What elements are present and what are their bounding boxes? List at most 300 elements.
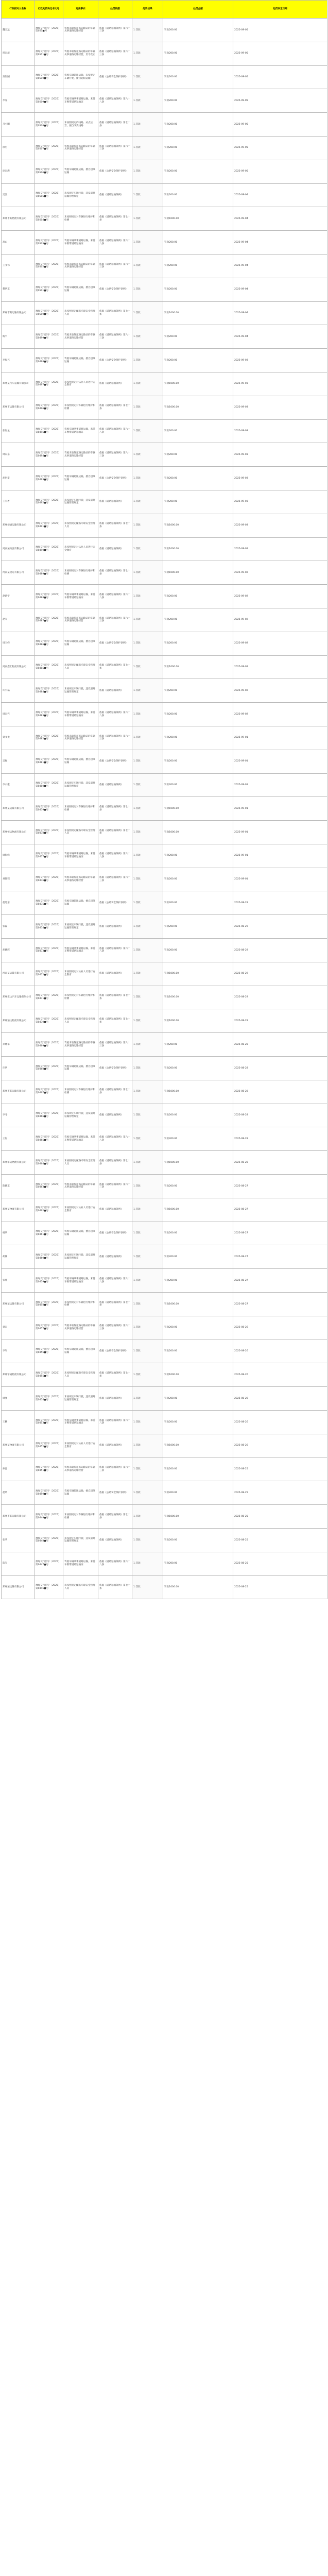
cell-amount: 罚款200.00 bbox=[163, 467, 233, 490]
cell-date: 2025-08-25 bbox=[233, 1575, 327, 1599]
cell-name: 胡世豪 bbox=[2, 467, 34, 490]
table-row bbox=[2, 1080, 327, 1104]
cell-basis: 依据《道路运输条例》第七十条 bbox=[98, 1363, 132, 1387]
cell-doc-no: 豫绿交行罚字〔2025〕第0463■号 bbox=[34, 1175, 63, 1198]
cell-basis: 依据《公路安全保护条例》 bbox=[98, 65, 132, 89]
table-row bbox=[2, 1222, 327, 1245]
cell-amount: 罚款200.00 bbox=[163, 1245, 233, 1269]
cell-basis: 依据《道路运输条例》第七十条 bbox=[98, 113, 132, 137]
cell-doc-no: 豫绿交行罚字〔2025〕第0469■号 bbox=[34, 1033, 63, 1057]
cell-basis: 依据《道路运输条例》第六十八条 bbox=[98, 939, 132, 962]
cell-name: 张华 bbox=[2, 1529, 34, 1552]
cell-date: 2025-08-28 bbox=[233, 1080, 327, 1104]
cell-name: 李军 bbox=[2, 1340, 34, 1363]
cell-doc-no: 豫绿交行罚字〔2025〕第0462■号 bbox=[34, 1198, 63, 1222]
cell-amount: 罚款1000.00 bbox=[163, 1080, 233, 1104]
cell-doc-no: 豫绿交行罚字〔2025〕第0460■号 bbox=[34, 1245, 63, 1269]
table-row bbox=[2, 1481, 327, 1505]
cell-basis: 依据《道路运输条例》第六十八条 bbox=[98, 89, 132, 113]
cell-amount: 罚款200.00 bbox=[163, 939, 233, 962]
cell-result: 1.罚款 bbox=[132, 89, 163, 113]
cell-facts: 驾驶未取得道路运输证的车辆从事道路运输经营 bbox=[63, 1033, 98, 1057]
cell-date: 2025-09-02 bbox=[233, 679, 327, 703]
cell-doc-no: 豫绿交行罚字〔2025〕第0453■号 bbox=[34, 1411, 63, 1434]
cell-amount: 罚款200.00 bbox=[163, 1552, 233, 1575]
cell-facts: 未按规定车辆行驶，违反道路运输管理规定 bbox=[63, 1104, 98, 1127]
cell-facts: 未按照规定配备专职安全管理人员 bbox=[63, 514, 98, 537]
cell-basis: 依据《道路运输条例》第七十条 bbox=[98, 821, 132, 844]
table-row bbox=[2, 1387, 327, 1411]
cell-amount: 罚款200.00 bbox=[163, 42, 233, 65]
cell-facts: 未按照规定对从业人员进行安全教育 bbox=[63, 537, 98, 561]
cell-facts: 未按规定车辆行驶，违反道路运输管理规定 bbox=[63, 1529, 98, 1552]
cell-facts: 未按规定车辆行驶，违反道路运输管理规定 bbox=[63, 679, 98, 703]
cell-basis: 依据《道路运输条例》第六十八条 bbox=[98, 419, 132, 443]
cell-result: 1.罚款 bbox=[132, 443, 163, 467]
cell-doc-no: 豫绿交行罚字〔2025〕第0478■号 bbox=[34, 821, 63, 844]
cell-facts: 驾驶车辆超限运输，擅自超限运输 bbox=[63, 632, 98, 655]
cell-doc-no: 豫绿交行罚字〔2025〕第0466■号 bbox=[34, 1104, 63, 1127]
cell-date: 2025-09-02 bbox=[233, 561, 327, 585]
cell-facts: 驾驶车辆从事道路运输，未随车携带道路运输证 bbox=[63, 1269, 98, 1293]
cell-doc-no: 豫绿交行罚字〔2025〕第0471■号 bbox=[34, 986, 63, 1009]
cell-basis: 依据《公路安全保护条例》 bbox=[98, 750, 132, 773]
cell-name: 孙建军 bbox=[2, 1033, 34, 1057]
cell-doc-no: 豫绿交行罚字〔2025〕第0487■号 bbox=[34, 608, 63, 632]
cell-facts: 未按照规定对车辆进行维护和检测 bbox=[63, 1505, 98, 1529]
cell-doc-no: 豫绿交行罚字〔2025〕第0490■号 bbox=[34, 537, 63, 561]
table-row bbox=[2, 537, 327, 561]
cell-doc-no: 豫绿交行罚字〔2025〕第0497■号 bbox=[34, 372, 63, 396]
cell-date: 2025-09-04 bbox=[233, 231, 327, 255]
cell-date: 2025-09-02 bbox=[233, 585, 327, 608]
cell-name: 周玉峰 bbox=[2, 632, 34, 655]
cell-amount: 罚款1000.00 bbox=[163, 986, 233, 1009]
table-row bbox=[2, 632, 327, 655]
cell-amount: 罚款200.00 bbox=[163, 19, 233, 42]
cell-amount: 罚款1000.00 bbox=[163, 1198, 233, 1222]
cell-date: 2025-09-05 bbox=[233, 65, 327, 89]
table-row bbox=[2, 915, 327, 939]
cell-basis: 依据《道路运输条例》 bbox=[98, 183, 132, 207]
table-row bbox=[2, 868, 327, 891]
cell-result: 1.罚款 bbox=[132, 325, 163, 349]
cell-date: 2025-09-01 bbox=[233, 868, 327, 891]
table-row bbox=[2, 1009, 327, 1033]
cell-facts: 未按规定车辆行驶，违反道路运输管理规定 bbox=[63, 183, 98, 207]
cell-doc-no: 豫绿交行罚字〔2025〕第0507■号 bbox=[34, 136, 63, 160]
cell-basis: 依据《道路运输条例》第七十条 bbox=[98, 1151, 132, 1175]
table-row bbox=[2, 443, 327, 467]
cell-amount: 罚款1000.00 bbox=[163, 514, 233, 537]
cell-date: 2025-08-26 bbox=[233, 1340, 327, 1363]
cell-doc-no: 豫绿交行罚字〔2025〕第0459■号 bbox=[34, 1269, 63, 1293]
cell-result: 1.罚款 bbox=[132, 231, 163, 255]
cell-name: 李冬 bbox=[2, 1104, 34, 1127]
table-row bbox=[2, 113, 327, 137]
table-row bbox=[2, 939, 327, 962]
cell-amount: 罚款1000.00 bbox=[163, 372, 233, 396]
table-row bbox=[2, 136, 327, 160]
cell-facts: 驾驶车辆超限运输，擅自超限运输 bbox=[63, 160, 98, 183]
cell-name: 郑州宇通物流有限公司 bbox=[2, 1363, 34, 1387]
cell-doc-no: 豫绿交行罚字〔2025〕第0510■号 bbox=[34, 65, 63, 89]
table-row bbox=[2, 490, 327, 514]
cell-date: 2025-08-28 bbox=[233, 1104, 327, 1127]
cell-facts: 未按照规定配备专职安全管理人员 bbox=[63, 1151, 98, 1175]
cell-basis: 依据《道路运输条例》 bbox=[98, 372, 132, 396]
cell-facts: 驾驶车辆超限运输，擅自超限运输 bbox=[63, 1057, 98, 1080]
cell-facts: 未按照规定对车辆进行维护和检测 bbox=[63, 207, 98, 231]
cell-basis: 依据《道路运输条例》第六十三条 bbox=[98, 608, 132, 632]
cell-facts: 未按规定车辆行驶，违反道路运输管理规定 bbox=[63, 1387, 98, 1411]
cell-doc-no: 豫绿交行罚字〔2025〕第0476■号 bbox=[34, 868, 63, 891]
cell-facts: 驾驶未取得道路运输证的车辆从事道路运输经营 bbox=[63, 136, 98, 160]
cell-result: 1.罚款 bbox=[132, 65, 163, 89]
cell-facts: 未按规定车辆行驶，违反道路运输管理规定 bbox=[63, 915, 98, 939]
cell-facts: 未按规定车辆行驶，违反道路运输管理规定 bbox=[63, 773, 98, 797]
cell-facts: 驾驶车辆从事道路运输，未随车携带道路运输证 bbox=[63, 89, 98, 113]
cell-amount: 罚款200.00 bbox=[163, 325, 233, 349]
cell-facts: 驾驶车辆从事道路运输，未随车携带道路运输证 bbox=[63, 939, 98, 962]
cell-result: 1.罚款 bbox=[132, 1198, 163, 1222]
cell-doc-no: 豫绿交行罚字〔2025〕第0479■号 bbox=[34, 797, 63, 821]
cell-doc-no: 豫绿交行罚字〔2025〕第0452■号 bbox=[34, 1434, 63, 1458]
cell-amount: 罚款200.00 bbox=[163, 868, 233, 891]
cell-amount: 罚款200.00 bbox=[163, 1175, 233, 1198]
cell-date: 2025-08-27 bbox=[233, 1245, 327, 1269]
cell-result: 1.罚款 bbox=[132, 608, 163, 632]
cell-amount: 罚款1000.00 bbox=[163, 1575, 233, 1599]
cell-result: 1.罚款 bbox=[132, 868, 163, 891]
cell-result: 1.罚款 bbox=[132, 1411, 163, 1434]
cell-date: 2025-08-28 bbox=[233, 1127, 327, 1151]
cell-basis: 依据《道路运输条例》第六十八条 bbox=[98, 1411, 132, 1434]
cell-result: 1.罚款 bbox=[132, 1009, 163, 1033]
cell-facts: 驾驶车辆超限运输，擅自超限运输 bbox=[63, 1481, 98, 1505]
cell-doc-no: 豫绿交行罚字〔2025〕第0499■号 bbox=[34, 325, 63, 349]
table-row bbox=[2, 254, 327, 278]
cell-facts: 驾驶未取得道路运输证的车辆从事道路运输经营 bbox=[63, 325, 98, 349]
cell-result: 1.罚款 bbox=[132, 939, 163, 962]
cell-name: 魏宏远 bbox=[2, 19, 34, 42]
cell-basis: 依据《道路运输条例》第六十三条 bbox=[98, 726, 132, 750]
cell-amount: 罚款200.00 bbox=[163, 1387, 233, 1411]
cell-facts: 未按照规定的线路、站点运营，擅自改变线路 bbox=[63, 113, 98, 137]
cell-amount: 罚款200.00 bbox=[163, 65, 233, 89]
cell-name: 郑州通达物流有限公司 bbox=[2, 1009, 34, 1033]
cell-facts: 驾驶车辆从事道路运输，未随车携带道路运输证 bbox=[63, 1411, 98, 1434]
cell-doc-no: 豫绿交行罚字〔2025〕第0491■号 bbox=[34, 514, 63, 537]
cell-name: 胡刚 bbox=[2, 1245, 34, 1269]
cell-result: 1.罚款 bbox=[132, 632, 163, 655]
cell-basis: 依据《公路安全保护条例》 bbox=[98, 1340, 132, 1363]
header-row bbox=[2, 1, 327, 19]
cell-amount: 罚款200.00 bbox=[163, 1316, 233, 1340]
cell-amount: 罚款1000.00 bbox=[163, 821, 233, 844]
cell-date: 2025-09-03 bbox=[233, 443, 327, 467]
cell-name: 周强 bbox=[2, 1387, 34, 1411]
cell-doc-no: 豫绿交行罚字〔2025〕第0503■号 bbox=[34, 231, 63, 255]
cell-doc-no: 豫绿交行罚字〔2025〕第0455■号 bbox=[34, 1363, 63, 1387]
cell-doc-no: 豫绿交行罚字〔2025〕第0508■号 bbox=[34, 113, 63, 137]
cell-name: 郑州某运输有限公司 bbox=[2, 1575, 34, 1599]
cell-date: 2025-08-27 bbox=[233, 1222, 327, 1245]
cell-doc-no: 豫绿交行罚字〔2025〕第0467■号 bbox=[34, 1080, 63, 1104]
table-row bbox=[2, 467, 327, 490]
cell-doc-no: 豫绿交行罚字〔2025〕第0465■号 bbox=[34, 1127, 63, 1151]
cell-name: 张海星 bbox=[2, 419, 34, 443]
cell-doc-no: 豫绿交行罚字〔2025〕第0458■号 bbox=[34, 1293, 63, 1316]
cell-doc-no: 豫绿交行罚字〔2025〕第0451■号 bbox=[34, 1458, 63, 1481]
cell-date: 2025-08-26 bbox=[233, 1316, 327, 1340]
table-row bbox=[2, 278, 327, 301]
table-row bbox=[2, 1552, 327, 1575]
cell-date: 2025-08-27 bbox=[233, 1198, 327, 1222]
cell-basis: 依据《道路运输条例》第七十条 bbox=[98, 301, 132, 325]
cell-amount: 罚款1000.00 bbox=[163, 207, 233, 231]
cell-amount: 罚款200.00 bbox=[163, 1222, 233, 1245]
cell-date: 2025-09-05 bbox=[233, 89, 327, 113]
cell-result: 1.罚款 bbox=[132, 1269, 163, 1293]
cell-date: 2025-08-29 bbox=[233, 891, 327, 915]
cell-name: 郑州捷通运输有限公司 bbox=[2, 514, 34, 537]
cell-basis: 依据《道路运输条例》第六十三条 bbox=[98, 19, 132, 42]
cell-name: 许明 bbox=[2, 1057, 34, 1080]
cell-name: 杨宇 bbox=[2, 325, 34, 349]
cell-basis: 依据《公路安全保护条例》 bbox=[98, 278, 132, 301]
cell-facts: 驾驶车辆超限运输，擅自超限运输 bbox=[63, 1340, 98, 1363]
cell-basis: 依据《道路运输条例》 bbox=[98, 1198, 132, 1222]
cell-basis: 依据《道路运输条例》第六十八条 bbox=[98, 231, 132, 255]
cell-facts: 驾驶车辆从事道路运输，未随车携带道路运输证 bbox=[63, 585, 98, 608]
cell-result: 1.罚款 bbox=[132, 726, 163, 750]
cell-amount: 罚款200.00 bbox=[163, 1411, 233, 1434]
cell-amount: 罚款200.00 bbox=[163, 136, 233, 160]
table-row bbox=[2, 1529, 327, 1552]
cell-name: 郑州某运输有限公司 bbox=[2, 797, 34, 821]
cell-result: 1.罚款 bbox=[132, 1458, 163, 1481]
cell-name: 河南某运输有限公司 bbox=[2, 962, 34, 986]
cell-facts: 驾驶未取得道路运输证的车辆从事道路运输经营 bbox=[63, 608, 98, 632]
cell-name: 郑州市某运输有限公司 bbox=[2, 1080, 34, 1104]
cell-result: 1.罚款 bbox=[132, 915, 163, 939]
cell-basis: 依据《道路运输条例》第七十条 bbox=[98, 207, 132, 231]
cell-facts: 驾驶车辆从事道路运输，未随车携带道路运输证 bbox=[63, 1552, 98, 1575]
cell-date: 2025-08-27 bbox=[233, 1175, 327, 1198]
cell-date: 2025-08-25 bbox=[233, 1552, 327, 1575]
cell-facts: 未按照规定对从业人员进行安全教育 bbox=[63, 962, 98, 986]
cell-doc-no: 豫绿交行罚字〔2025〕第0464■号 bbox=[34, 1151, 63, 1175]
table-row bbox=[2, 608, 327, 632]
cell-amount: 罚款200.00 bbox=[163, 915, 233, 939]
cell-date: 2025-08-26 bbox=[233, 1434, 327, 1458]
cell-name: 陈晓东 bbox=[2, 1175, 34, 1198]
cell-date: 2025-08-28 bbox=[233, 1057, 327, 1080]
cell-result: 1.罚款 bbox=[132, 1363, 163, 1387]
cell-facts: 未按照规定配备专职安全管理人员 bbox=[63, 655, 98, 679]
cell-facts: 未按照规定对车辆进行维护和检测 bbox=[63, 1080, 98, 1104]
cell-doc-no: 豫绿交行罚字〔2025〕第0504■号 bbox=[34, 207, 63, 231]
table-row bbox=[2, 325, 327, 349]
cell-result: 1.罚款 bbox=[132, 773, 163, 797]
table-row bbox=[2, 821, 327, 844]
cell-doc-no: 豫绿交行罚字〔2025〕第0494■号 bbox=[34, 443, 63, 467]
cell-name: 赵明 bbox=[2, 1481, 34, 1505]
table-row bbox=[2, 962, 327, 986]
cell-name: 邢东清 bbox=[2, 42, 34, 65]
cell-basis: 依据《道路运输条例》 bbox=[98, 537, 132, 561]
cell-result: 1.罚款 bbox=[132, 396, 163, 419]
cell-amount: 罚款200.00 bbox=[163, 1269, 233, 1293]
cell-doc-no: 豫绿交行罚字〔2025〕第0486■号 bbox=[34, 632, 63, 655]
cell-doc-no: 豫绿交行罚字〔2025〕第0461■号 bbox=[34, 1222, 63, 1245]
header-date: 处罚决定日期 bbox=[233, 1, 327, 19]
cell-date: 2025-09-05 bbox=[233, 113, 327, 137]
cell-result: 1.罚款 bbox=[132, 19, 163, 42]
cell-amount: 罚款1000.00 bbox=[163, 1009, 233, 1033]
table-row bbox=[2, 160, 327, 183]
cell-amount: 罚款1000.00 bbox=[163, 797, 233, 821]
cell-basis: 依据《道路运输条例》 bbox=[98, 1387, 132, 1411]
header-basis: 处罚依据 bbox=[98, 1, 132, 19]
table-row bbox=[2, 773, 327, 797]
table-row bbox=[2, 561, 327, 585]
cell-amount: 罚款200.00 bbox=[163, 1458, 233, 1481]
cell-doc-no: 豫绿交行罚字〔2025〕第0446■号 bbox=[34, 1575, 63, 1599]
cell-facts: 未按照规定配备专职安全管理人员 bbox=[63, 301, 98, 325]
cell-amount: 罚款200.00 bbox=[163, 160, 233, 183]
cell-facts: 驾驶车辆从事道路运输，未随车携带道路运输证 bbox=[63, 419, 98, 443]
cell-result: 1.罚款 bbox=[132, 1505, 163, 1529]
cell-name: 郑州某物流有限公司 bbox=[2, 1434, 34, 1458]
cell-result: 1.罚款 bbox=[132, 844, 163, 868]
table-row bbox=[2, 655, 327, 679]
table-row bbox=[2, 231, 327, 255]
cell-basis: 依据《公路安全保护条例》 bbox=[98, 467, 132, 490]
cell-date: 2025-08-25 bbox=[233, 1505, 327, 1529]
cell-doc-no: 豫绿交行罚字〔2025〕第0472■号 bbox=[34, 962, 63, 986]
cell-amount: 罚款200.00 bbox=[163, 254, 233, 278]
cell-facts: 驾驶未取得道路运输证的车辆从事道路运输经营 bbox=[63, 443, 98, 467]
cell-amount: 罚款200.00 bbox=[163, 585, 233, 608]
cell-result: 1.罚款 bbox=[132, 278, 163, 301]
cell-facts: 未按照规定对从业人员进行安全教育 bbox=[63, 1434, 98, 1458]
cell-doc-no: 豫绿交行罚字〔2025〕第0477■号 bbox=[34, 844, 63, 868]
cell-doc-no: 豫绿交行罚字〔2025〕第0501■号 bbox=[34, 278, 63, 301]
cell-result: 1.罚款 bbox=[132, 1033, 163, 1057]
cell-date: 2025-09-02 bbox=[233, 537, 327, 561]
cell-basis: 依据《公路安全保护条例》 bbox=[98, 1222, 132, 1245]
cell-name: 陈军 bbox=[2, 1552, 34, 1575]
cell-doc-no: 豫绿交行罚字〔2025〕第0449■号 bbox=[34, 1505, 63, 1529]
cell-basis: 依据《道路运输条例》第七十条 bbox=[98, 396, 132, 419]
table-row bbox=[2, 703, 327, 726]
cell-basis: 依据《公路安全保护条例》 bbox=[98, 891, 132, 915]
cell-result: 1.罚款 bbox=[132, 1293, 163, 1316]
cell-amount: 罚款200.00 bbox=[163, 750, 233, 773]
cell-date: 2025-08-26 bbox=[233, 1363, 327, 1387]
cell-result: 1.罚款 bbox=[132, 1104, 163, 1127]
header-name: 行政相对人名称 bbox=[2, 1, 34, 19]
cell-amount: 罚款200.00 bbox=[163, 349, 233, 372]
cell-facts: 驾驶未取得道路运输证的车辆从事道路运输经营 bbox=[63, 1175, 98, 1198]
cell-facts: 未按照规定对从业人员进行安全教育 bbox=[63, 372, 98, 396]
cell-date: 2025-08-28 bbox=[233, 1033, 327, 1057]
cell-date: 2025-08-28 bbox=[233, 1151, 327, 1175]
cell-date: 2025-09-01 bbox=[233, 773, 327, 797]
cell-basis: 依据《道路运输条例》第六十三条 bbox=[98, 325, 132, 349]
cell-doc-no: 豫绿交行罚字〔2025〕第0450■号 bbox=[34, 1481, 63, 1505]
table-row bbox=[2, 986, 327, 1009]
cell-date: 2025-08-29 bbox=[233, 962, 327, 986]
cell-date: 2025-09-01 bbox=[233, 750, 327, 773]
cell-result: 1.罚款 bbox=[132, 1222, 163, 1245]
cell-basis: 依据《公路安全保护条例》 bbox=[98, 1057, 132, 1080]
table-row bbox=[2, 349, 327, 372]
table-row bbox=[2, 89, 327, 113]
cell-basis: 依据《道路运输条例》 bbox=[98, 1529, 132, 1552]
cell-date: 2025-09-03 bbox=[233, 372, 327, 396]
cell-amount: 罚款200.00 bbox=[163, 490, 233, 514]
cell-basis: 依据《道路运输条例》第六十八条 bbox=[98, 1127, 132, 1151]
table-row bbox=[2, 1363, 327, 1387]
cell-date: 2025-08-25 bbox=[233, 1481, 327, 1505]
cell-basis: 依据《道路运输条例》第六十八条 bbox=[98, 1552, 132, 1575]
cell-facts: 未按规定车辆行驶，违反道路运输管理规定 bbox=[63, 490, 98, 514]
cell-result: 1.罚款 bbox=[132, 42, 163, 65]
cell-facts: 驾驶车辆从事道路运输，未随车携带道路运输证 bbox=[63, 1127, 98, 1151]
table-row bbox=[2, 42, 327, 65]
cell-doc-no: 豫绿交行罚字〔2025〕第0447■号 bbox=[34, 1552, 63, 1575]
cell-result: 1.罚款 bbox=[132, 1552, 163, 1575]
table-row bbox=[2, 1411, 327, 1434]
cell-result: 1.罚款 bbox=[132, 136, 163, 160]
cell-name: 吴江 bbox=[2, 183, 34, 207]
cell-basis: 依据《公路安全保护条例》 bbox=[98, 632, 132, 655]
cell-result: 1.罚款 bbox=[132, 1387, 163, 1411]
cell-basis: 依据《道路运输条例》第六十三条 bbox=[98, 868, 132, 891]
cell-doc-no: 豫绿交行罚字〔2025〕第0482■号 bbox=[34, 726, 63, 750]
cell-amount: 罚款1000.00 bbox=[163, 1505, 233, 1529]
cell-facts: 驾驶未取得道路运输证的车辆从事道路运输经营，责令改正 bbox=[63, 42, 98, 65]
cell-facts: 驾驶车辆从事道路运输，未随车携带道路运输证 bbox=[63, 703, 98, 726]
cell-doc-no: 豫绿交行罚字〔2025〕第0493■号 bbox=[34, 467, 63, 490]
cell-name: 刘文龙 bbox=[2, 726, 34, 750]
cell-result: 1.罚款 bbox=[132, 1057, 163, 1080]
table-row bbox=[2, 301, 327, 325]
cell-name: 胡晓辉 bbox=[2, 939, 34, 962]
cell-name: 赵旭东 bbox=[2, 891, 34, 915]
cell-date: 2025-09-03 bbox=[233, 419, 327, 443]
cell-facts: 未按规定车辆行驶，违反道路运输管理规定 bbox=[63, 1245, 98, 1269]
cell-name: 河南某物流有限公司 bbox=[2, 537, 34, 561]
cell-result: 1.罚款 bbox=[132, 891, 163, 915]
cell-date: 2025-09-01 bbox=[233, 821, 327, 844]
cell-doc-no: 豫绿交行罚字〔2025〕第0500■号 bbox=[34, 301, 63, 325]
table-row bbox=[2, 1293, 327, 1316]
table-row bbox=[2, 891, 327, 915]
cell-basis: 依据《公路安全保护条例》 bbox=[98, 1481, 132, 1505]
table-row bbox=[2, 1198, 327, 1222]
cell-facts: 驾驶未取得道路运输证的车辆从事道路运输经营 bbox=[63, 726, 98, 750]
cell-basis: 依据《道路运输条例》第七十条 bbox=[98, 1505, 132, 1529]
cell-facts: 未按照规定配备专职安全管理人员 bbox=[63, 821, 98, 844]
cell-name: 邢宏 bbox=[2, 136, 34, 160]
cell-doc-no: 豫绿交行罚字〔2025〕第0492■号 bbox=[34, 490, 63, 514]
cell-date: 2025-09-03 bbox=[233, 490, 327, 514]
cell-doc-no: 豫绿交行罚字〔2025〕第0498■号 bbox=[34, 349, 63, 372]
